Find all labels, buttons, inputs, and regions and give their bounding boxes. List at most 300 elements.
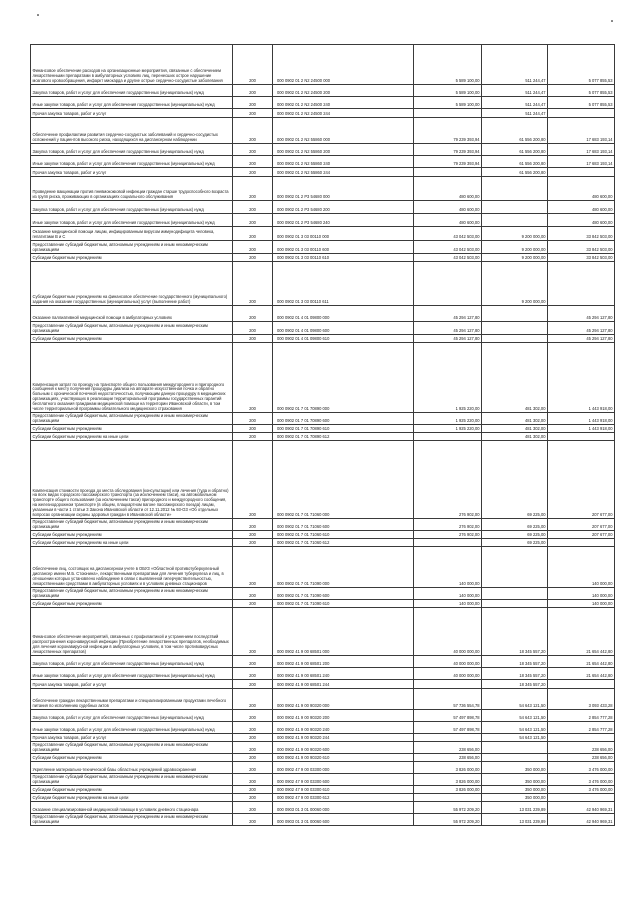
table-row (31, 118, 615, 144)
row-budget-code: 000 0902 01 3 03 00110 611 (273, 262, 414, 306)
row-budget-code: 000 0902 01 3 03 00110 610 (273, 254, 414, 262)
row-approved-amount: 40 000 000,00 (414, 608, 482, 656)
row-budget-code: 000 0902 01 2 P3 54680 240 (273, 214, 414, 227)
row-budget-code: 000 0902 01 2 N2 24500 244 (273, 109, 414, 118)
row-budget-code: 000 0902 47 9 00 03300 000 (273, 762, 414, 774)
row-line-code: 200 (233, 814, 273, 826)
row-description: Оказание специализированной медицинской помощи в условиях дневного стационара (31, 802, 233, 814)
table-row (31, 722, 615, 734)
row-remaining-amount: 1 443 918,00 (548, 343, 615, 413)
table-row (31, 814, 615, 826)
row-budget-code: 000 0902 01 2 N2 24500 240 (273, 97, 414, 109)
row-executed-amount: 54 643 121,50 (482, 710, 548, 722)
row-executed-amount (482, 547, 548, 588)
table-row (31, 156, 615, 168)
row-line-code: 200 (233, 177, 273, 201)
table-row (31, 656, 615, 668)
row-approved-amount: 55 972 209,20 (414, 802, 482, 814)
row-approved-amount: 276 902,00 (414, 441, 482, 519)
row-remaining-amount: 1 443 918,00 (548, 413, 615, 425)
row-executed-amount: 350 000,00 (482, 774, 548, 786)
row-executed-amount (482, 754, 548, 762)
table-row (31, 802, 615, 814)
table-row (31, 433, 615, 441)
row-budget-code: 000 0902 01 2 N2 55860 240 (273, 156, 414, 168)
row-description: Иные закупки товаров, работ и услуг для обеспечения государственных (муниципальных) нужд (31, 722, 233, 734)
table-row (31, 343, 615, 413)
row-executed-amount: 61 556 200,80 (482, 118, 548, 144)
row-remaining-amount: 140 000,00 (548, 547, 615, 588)
row-approved-amount: 276 902,00 (414, 531, 482, 539)
row-executed-amount (482, 322, 548, 335)
row-approved-amount: 5 589 100,00 (414, 45, 482, 85)
row-description: Субсидии бюджетным учреждениям (31, 425, 233, 433)
row-description: Иные закупки товаров, работ и услуг для обеспечения государственных (муниципальных) нужд (31, 97, 233, 109)
row-remaining-amount (548, 109, 615, 118)
row-remaining-amount: 3 476 000,00 (548, 774, 615, 786)
row-line-code: 200 (233, 710, 273, 722)
table-row (31, 241, 615, 254)
row-approved-amount: 276 902,00 (414, 519, 482, 531)
row-remaining-amount: 45 294 127,80 (548, 335, 615, 343)
row-executed-amount (482, 201, 548, 214)
row-budget-code: 000 0902 41 9 00 90320 200 (273, 710, 414, 722)
row-approved-amount (414, 539, 482, 547)
table-row (31, 754, 615, 762)
row-remaining-amount: 140 000,00 (548, 600, 615, 608)
row-description: Предоставление субсидий бюджетным, автономным учреждениям и иным некоммерческим организациям (31, 241, 233, 254)
table-row (31, 168, 615, 177)
table-row (31, 742, 615, 754)
row-line-code: 200 (233, 802, 273, 814)
row-description: Проведение вакцинации против пневмококковой инфекции граждан старше трудоспособного возраста из групп риска, проживающих в организациях социального обслуживания (31, 177, 233, 201)
row-approved-amount: 140 000,00 (414, 588, 482, 600)
row-line-code: 200 (233, 762, 273, 774)
row-description: Субсидии бюджетным учреждениям (31, 754, 233, 762)
row-remaining-amount: 2 854 777,28 (548, 710, 615, 722)
row-budget-code: 000 0902 01 7 01 71090 610 (273, 600, 414, 608)
row-executed-amount: 69 225,00 (482, 441, 548, 519)
row-remaining-amount (548, 262, 615, 306)
row-description: Закупка товаров, работ и услуг для обеспечения государственных (муниципальных) нужд (31, 144, 233, 156)
row-executed-amount: 54 643 121,50 (482, 689, 548, 710)
row-approved-amount (414, 734, 482, 742)
row-budget-code: 000 0902 41 9 00 68501 244 (273, 680, 414, 689)
table-row (31, 45, 615, 85)
row-line-code: 200 (233, 241, 273, 254)
row-approved-amount: 43 042 503,00 (414, 241, 482, 254)
row-line-code: 200 (233, 539, 273, 547)
row-line-code: 200 (233, 254, 273, 262)
row-remaining-amount: 17 683 193,14 (548, 144, 615, 156)
row-budget-code: 000 0902 01 7 01 71090 600 (273, 588, 414, 600)
table-row (31, 547, 615, 588)
row-budget-code: 000 0902 01 2 N2 55860 200 (273, 144, 414, 156)
row-budget-code: 000 0903 01 3 01 00060 000 (273, 802, 414, 814)
table-row (31, 322, 615, 335)
row-executed-amount: 481 302,00 (482, 413, 548, 425)
table-row (31, 97, 615, 109)
row-budget-code: 000 0902 41 9 00 90320 000 (273, 689, 414, 710)
row-budget-code: 000 0902 01 7 01 71090 000 (273, 547, 414, 588)
table-row (31, 201, 615, 214)
row-description: Закупка товаров, работ и услуг для обеспечения государственных (муниципальных) нужд (31, 201, 233, 214)
row-line-code: 200 (233, 227, 273, 241)
row-executed-amount (482, 742, 548, 754)
row-executed-amount: 350 000,00 (482, 762, 548, 774)
row-budget-code: 000 0902 41 9 00 90320 240 (273, 722, 414, 734)
row-budget-code: 000 0902 01 7 01 70890 610 (273, 425, 414, 433)
row-remaining-amount: 207 677,00 (548, 519, 615, 531)
row-approved-amount: 3 826 000,00 (414, 762, 482, 774)
row-description: Обеспечение профилактики развития сердечно-сосудистых заболеваний и сердечно-сосудистых осложнений у пациентов высокого риска, находящихся на диспансерном наблюдении (31, 118, 233, 144)
row-line-code: 200 (233, 45, 273, 85)
row-remaining-amount: 42 940 969,31 (548, 802, 615, 814)
row-remaining-amount: 480 600,00 (548, 177, 615, 201)
table-row (31, 306, 615, 322)
row-description: Компенсация затрат по проезду на транспорте общего пользования междугороднего и пригородного сообщения к месту получения процедуры диализа на аппарате искусственная почка и обратно больным с хронической почечной недостаточностью, получающим данную процедуру в медицинских организациях, участвующих в реализации территориальной программы государственных гарантий бесплатного оказания гражданам медицинской помощи на территории Ивановской области, в том числе территориальной программы обязательного медицинского страхования (31, 343, 233, 413)
row-line-code: 200 (233, 306, 273, 322)
table-row (31, 144, 615, 156)
row-description: Закупка товаров, работ и услуг для обеспечения государственных (муниципальных) нужд (31, 656, 233, 668)
row-line-code: 200 (233, 689, 273, 710)
row-line-code: 200 (233, 425, 273, 433)
table-row (31, 710, 615, 722)
row-remaining-amount: 21 654 442,80 (548, 668, 615, 680)
row-remaining-amount: 45 294 127,80 (548, 306, 615, 322)
row-line-code: 200 (233, 413, 273, 425)
row-approved-amount: 3 826 000,00 (414, 786, 482, 794)
table (30, 44, 615, 826)
row-executed-amount: 69 225,00 (482, 531, 548, 539)
row-line-code: 200 (233, 588, 273, 600)
row-line-code: 200 (233, 734, 273, 742)
table-row (31, 85, 615, 97)
row-remaining-amount: 1 443 918,00 (548, 425, 615, 433)
row-executed-amount: 18 345 557,20 (482, 680, 548, 689)
row-approved-amount: 55 972 209,20 (414, 814, 482, 826)
row-executed-amount: 350 000,00 (482, 786, 548, 794)
row-approved-amount: 5 589 100,00 (414, 97, 482, 109)
row-remaining-amount: 3 476 000,00 (548, 786, 615, 794)
row-approved-amount (414, 794, 482, 802)
row-description: Предоставление субсидий бюджетным, автономным учреждениям и иным некоммерческим организациям (31, 413, 233, 425)
row-approved-amount: 238 656,00 (414, 754, 482, 762)
row-approved-amount: 43 042 503,00 (414, 227, 482, 241)
row-budget-code: 000 0902 01 7 01 71060 600 (273, 519, 414, 531)
row-executed-amount: 13 031 239,89 (482, 802, 548, 814)
row-budget-code: 000 0902 41 9 00 68501 240 (273, 668, 414, 680)
row-description: Субсидии бюджетным учреждениям на иные цели (31, 433, 233, 441)
row-description: Закупка товаров, работ и услуг для обеспечения государственных (муниципальных) нужд (31, 85, 233, 97)
table-row (31, 680, 615, 689)
row-budget-code: 000 0902 01 2 P3 54680 200 (273, 201, 414, 214)
row-budget-code: 000 0902 47 9 00 03300 610 (273, 786, 414, 794)
row-executed-amount: 54 643 121,50 (482, 722, 548, 734)
row-remaining-amount: 33 842 503,00 (548, 227, 615, 241)
table-row (31, 689, 615, 710)
row-executed-amount (482, 600, 548, 608)
row-line-code: 200 (233, 722, 273, 734)
row-executed-amount (482, 335, 548, 343)
row-budget-code: 000 0902 47 9 00 03300 612 (273, 794, 414, 802)
row-approved-amount: 3 826 000,00 (414, 774, 482, 786)
row-budget-code: 000 0902 01 7 01 71060 610 (273, 531, 414, 539)
row-description: Иные закупки товаров, работ и услуг для обеспечения государственных (муниципальных) нужд (31, 668, 233, 680)
table-row (31, 227, 615, 241)
row-budget-code: 000 0902 01 7 01 71060 612 (273, 539, 414, 547)
row-executed-amount: 511 244,47 (482, 85, 548, 97)
row-executed-amount (482, 177, 548, 201)
row-remaining-amount (548, 539, 615, 547)
table-row (31, 425, 615, 433)
row-description: Обеспечение лиц, состоящих на диспансерном учете в ОБУЗ «Областной противотуберкулезный диспансер имени М.Б. Стоюнина», лекарственными препаратами для лечения туберкулеза и лиц, в отношении которых установлено наблюдение в связи с выявленной гиперчувствительностью, лекарственными средствами в амбулаторных условиях и в условиях дневных стационаров (31, 547, 233, 588)
table-row (31, 177, 615, 201)
row-approved-amount: 45 294 127,80 (414, 322, 482, 335)
table-row (31, 441, 615, 519)
row-line-code: 200 (233, 680, 273, 689)
row-line-code: 200 (233, 754, 273, 762)
row-budget-code: 000 0902 41 9 00 68501 000 (273, 608, 414, 656)
row-approved-amount: 140 000,00 (414, 547, 482, 588)
row-remaining-amount: 33 842 503,00 (548, 241, 615, 254)
row-remaining-amount (548, 168, 615, 177)
row-executed-amount: 18 345 557,20 (482, 668, 548, 680)
table-row (31, 214, 615, 227)
row-approved-amount: 40 000 000,00 (414, 668, 482, 680)
row-description: Субсидии бюджетным учреждениям на иные цели (31, 539, 233, 547)
row-remaining-amount: 480 600,00 (548, 201, 615, 214)
row-line-code: 200 (233, 168, 273, 177)
row-remaining-amount: 5 077 855,53 (548, 97, 615, 109)
row-line-code: 200 (233, 531, 273, 539)
row-approved-amount: 40 000 000,00 (414, 656, 482, 668)
row-approved-amount: 480 600,00 (414, 201, 482, 214)
row-remaining-amount: 17 683 193,14 (548, 156, 615, 168)
row-remaining-amount: 5 077 855,53 (548, 85, 615, 97)
row-line-code: 200 (233, 794, 273, 802)
row-approved-amount: 1 925 220,00 (414, 343, 482, 413)
row-budget-code: 000 0902 41 9 00 90320 610 (273, 754, 414, 762)
row-executed-amount (482, 588, 548, 600)
table-row (31, 254, 615, 262)
row-remaining-amount: 5 077 855,53 (548, 45, 615, 85)
row-executed-amount: 481 302,00 (482, 433, 548, 441)
row-line-code: 200 (233, 156, 273, 168)
scan-speck (37, 14, 39, 16)
row-line-code: 200 (233, 519, 273, 531)
row-approved-amount: 238 656,00 (414, 742, 482, 754)
row-remaining-amount: 480 600,00 (548, 214, 615, 227)
row-line-code: 200 (233, 85, 273, 97)
row-approved-amount: 57 497 898,78 (414, 710, 482, 722)
row-approved-amount (414, 168, 482, 177)
row-budget-code: 000 0902 01 3 03 00110 000 (273, 227, 414, 241)
row-budget-code: 000 0902 01 2 N2 55860 244 (273, 168, 414, 177)
row-description: Прочая закупка товаров, работ и услуг (31, 168, 233, 177)
row-executed-amount: 511 244,47 (482, 97, 548, 109)
row-description: Субсидии бюджетным учреждениям (31, 531, 233, 539)
row-approved-amount: 45 294 127,80 (414, 335, 482, 343)
table-row (31, 668, 615, 680)
row-budget-code: 000 0902 01 7 01 70890 600 (273, 413, 414, 425)
row-budget-code: 000 0902 01 2 N2 24500 000 (273, 45, 414, 85)
row-executed-amount: 18 345 557,20 (482, 656, 548, 668)
table-row (31, 794, 615, 802)
row-line-code: 200 (233, 668, 273, 680)
row-line-code: 200 (233, 547, 273, 588)
table-row (31, 588, 615, 600)
table-row (31, 531, 615, 539)
row-description: Прочая закупка товаров, работ и услуг (31, 109, 233, 118)
row-approved-amount: 5 589 100,00 (414, 85, 482, 97)
row-executed-amount: 61 556 200,80 (482, 156, 548, 168)
row-description: Предоставление субсидий бюджетным, автономным учреждениям и иным некоммерческим организациям (31, 774, 233, 786)
row-budget-code: 000 0902 01 2 N2 55860 000 (273, 118, 414, 144)
row-budget-code: 000 0902 01 7 01 70890 000 (273, 343, 414, 413)
row-line-code: 200 (233, 608, 273, 656)
row-line-code: 200 (233, 786, 273, 794)
row-budget-code: 000 0902 41 9 00 90320 244 (273, 734, 414, 742)
row-executed-amount: 481 302,00 (482, 425, 548, 433)
row-description: Компенсация стоимости проезда до места обследования (консультации) или лечения (туда и обратно) на всех видах городского пассажирского транспорта (за исключением такси), на автомобильном транспорте общего пользования (за исключением такси) пригородного и междугородного сообщения, на железнодорожном транспорте (в общем, плацкартном вагоне пассажирского поезда) лицам, указанным в части 1 статьи 3 Закона Ивановской области от 12.11.2012 № 93-ОЗ «Об отдельных вопросах организации охраны здоровья граждан в Ивановской области» (31, 441, 233, 519)
table-row (31, 786, 615, 794)
row-remaining-amount (548, 734, 615, 742)
row-description: Закупка товаров, работ и услуг для обеспечения государственных (муниципальных) нужд (31, 710, 233, 722)
row-description: Иные закупки товаров, работ и услуг для обеспечения государственных (муниципальных) нужд (31, 156, 233, 168)
row-remaining-amount: 42 940 969,31 (548, 814, 615, 826)
row-line-code: 200 (233, 343, 273, 413)
row-executed-amount: 481 302,00 (482, 343, 548, 413)
row-approved-amount: 57 736 554,78 (414, 689, 482, 710)
row-remaining-amount (548, 433, 615, 441)
row-description: Оказание медицинской помощи лицам, инфицированным вирусом иммунодефицита человека, гепатитами B и C (31, 227, 233, 241)
row-approved-amount: 43 042 503,00 (414, 254, 482, 262)
row-approved-amount: 140 000,00 (414, 600, 482, 608)
table-row (31, 734, 615, 742)
table-row (31, 109, 615, 118)
row-remaining-amount (548, 794, 615, 802)
row-description: Прочая закупка товаров, работ и услуг (31, 680, 233, 689)
row-budget-code: 000 0902 01 3 03 00110 600 (273, 241, 414, 254)
row-executed-amount: 9 200 000,00 (482, 241, 548, 254)
table-row (31, 335, 615, 343)
row-remaining-amount: 21 654 442,80 (548, 656, 615, 668)
row-remaining-amount: 3 476 000,00 (548, 762, 615, 774)
row-budget-code: 000 0902 01 2 N2 24500 200 (273, 85, 414, 97)
table-row (31, 413, 615, 425)
row-remaining-amount: 33 842 503,00 (548, 254, 615, 262)
row-remaining-amount: 238 656,00 (548, 754, 615, 762)
row-approved-amount (414, 680, 482, 689)
row-executed-amount: 18 345 557,20 (482, 608, 548, 656)
row-executed-amount: 61 556 200,80 (482, 168, 548, 177)
row-description: Субсидии бюджетным учреждениям на иные цели (31, 794, 233, 802)
row-executed-amount (482, 306, 548, 322)
row-description: Иные закупки товаров, работ и услуг для обеспечения государственных (муниципальных) нужд (31, 214, 233, 227)
row-approved-amount: 79 239 393,94 (414, 156, 482, 168)
row-executed-amount (482, 214, 548, 227)
row-budget-code: 000 0902 01 7 01 70890 612 (273, 433, 414, 441)
row-executed-amount: 511 244,47 (482, 45, 548, 85)
row-description: Предоставление субсидий бюджетным, автономным учреждениям и иным некоммерческим организациям (31, 588, 233, 600)
row-remaining-amount: 45 294 127,80 (548, 322, 615, 335)
row-executed-amount: 69 225,00 (482, 519, 548, 531)
row-remaining-amount: 17 683 193,14 (548, 118, 615, 144)
row-description: Прочая закупка товаров, работ и услуг (31, 734, 233, 742)
table-row (31, 262, 615, 306)
row-description: Оказание паллиативной медицинской помощи в амбулаторных условиях (31, 306, 233, 322)
row-description: Предоставление субсидий бюджетным, автономным учреждениям и иным некоммерческим организациям (31, 742, 233, 754)
row-approved-amount (414, 262, 482, 306)
row-budget-code: 000 0902 01 4 01 09800 000 (273, 306, 414, 322)
row-description: Субсидии бюджетным учреждениям (31, 254, 233, 262)
row-budget-code: 000 0902 01 2 P3 54680 000 (273, 177, 414, 201)
row-remaining-amount: 3 093 433,28 (548, 689, 615, 710)
row-line-code: 200 (233, 742, 273, 754)
row-approved-amount: 45 294 127,80 (414, 306, 482, 322)
row-approved-amount: 1 925 220,00 (414, 425, 482, 433)
row-line-code: 200 (233, 109, 273, 118)
table-row (31, 539, 615, 547)
row-approved-amount: 1 925 220,00 (414, 413, 482, 425)
scan-speck (611, 20, 613, 22)
row-executed-amount: 61 556 200,80 (482, 144, 548, 156)
row-description: Финансовое обеспечение расходов на организационные мероприятия, связанные с обеспечением лекарственными препаратами в амбулаторных условиях лиц, перенесших острое нарушение мозгового кровообращения, инфаркт миокарда и другие острые сердечно-сосудистые заболевания (31, 45, 233, 85)
row-description: Субсидии бюджетным учреждениям на финансовое обеспечение государственного (муниципального) задания на оказание государственных (муниципальных) услуг (выполнение работ) (31, 262, 233, 306)
row-description: Предоставление субсидий бюджетным, автономным учреждениям и иным некоммерческим организациям (31, 519, 233, 531)
row-approved-amount (414, 433, 482, 441)
row-executed-amount: 511 244,47 (482, 109, 548, 118)
row-line-code: 200 (233, 335, 273, 343)
row-executed-amount: 69 225,00 (482, 539, 548, 547)
row-description: Субсидии бюджетным учреждениям (31, 335, 233, 343)
row-remaining-amount: 207 677,00 (548, 441, 615, 519)
row-budget-code: 000 0902 41 9 00 68501 200 (273, 656, 414, 668)
row-line-code: 200 (233, 214, 273, 227)
budget-execution-table (30, 44, 614, 826)
row-line-code: 200 (233, 262, 273, 306)
row-line-code: 200 (233, 201, 273, 214)
row-executed-amount: 350 000,00 (482, 794, 548, 802)
row-approved-amount: 480 600,00 (414, 214, 482, 227)
row-executed-amount: 54 643 121,50 (482, 734, 548, 742)
row-remaining-amount: 140 000,00 (548, 588, 615, 600)
row-approved-amount: 79 239 393,94 (414, 144, 482, 156)
row-executed-amount: 9 200 000,00 (482, 262, 548, 306)
row-remaining-amount: 238 656,00 (548, 742, 615, 754)
row-line-code: 200 (233, 144, 273, 156)
row-description: Субсидии бюджетным учреждениям (31, 600, 233, 608)
row-remaining-amount: 207 677,00 (548, 531, 615, 539)
table-row (31, 600, 615, 608)
table-row (31, 774, 615, 786)
row-approved-amount: 480 600,00 (414, 177, 482, 201)
row-line-code: 200 (233, 97, 273, 109)
row-budget-code: 000 0902 47 9 00 03300 600 (273, 774, 414, 786)
row-line-code: 200 (233, 774, 273, 786)
row-description: Субсидии бюджетным учреждениям (31, 786, 233, 794)
row-line-code: 200 (233, 656, 273, 668)
row-approved-amount: 79 239 393,94 (414, 118, 482, 144)
row-executed-amount: 9 200 000,00 (482, 254, 548, 262)
table-row (31, 762, 615, 774)
row-line-code: 200 (233, 118, 273, 144)
row-description: Обеспечение граждан лекарственными препаратами и специализированными продуктами лечебного питания по исполнению судебных актов (31, 689, 233, 710)
row-description: Финансовое обеспечение мероприятий, связанных с профилактикой и устранением последствий распространения коронавирусной инфекции (Приобретение лекарственных препаратов, необходимых для лечения коронавирусной инфекции в амбулаторных условиях, в том числе противовирусных лекарственных препаратов) (31, 608, 233, 656)
row-line-code: 200 (233, 433, 273, 441)
row-remaining-amount (548, 680, 615, 689)
